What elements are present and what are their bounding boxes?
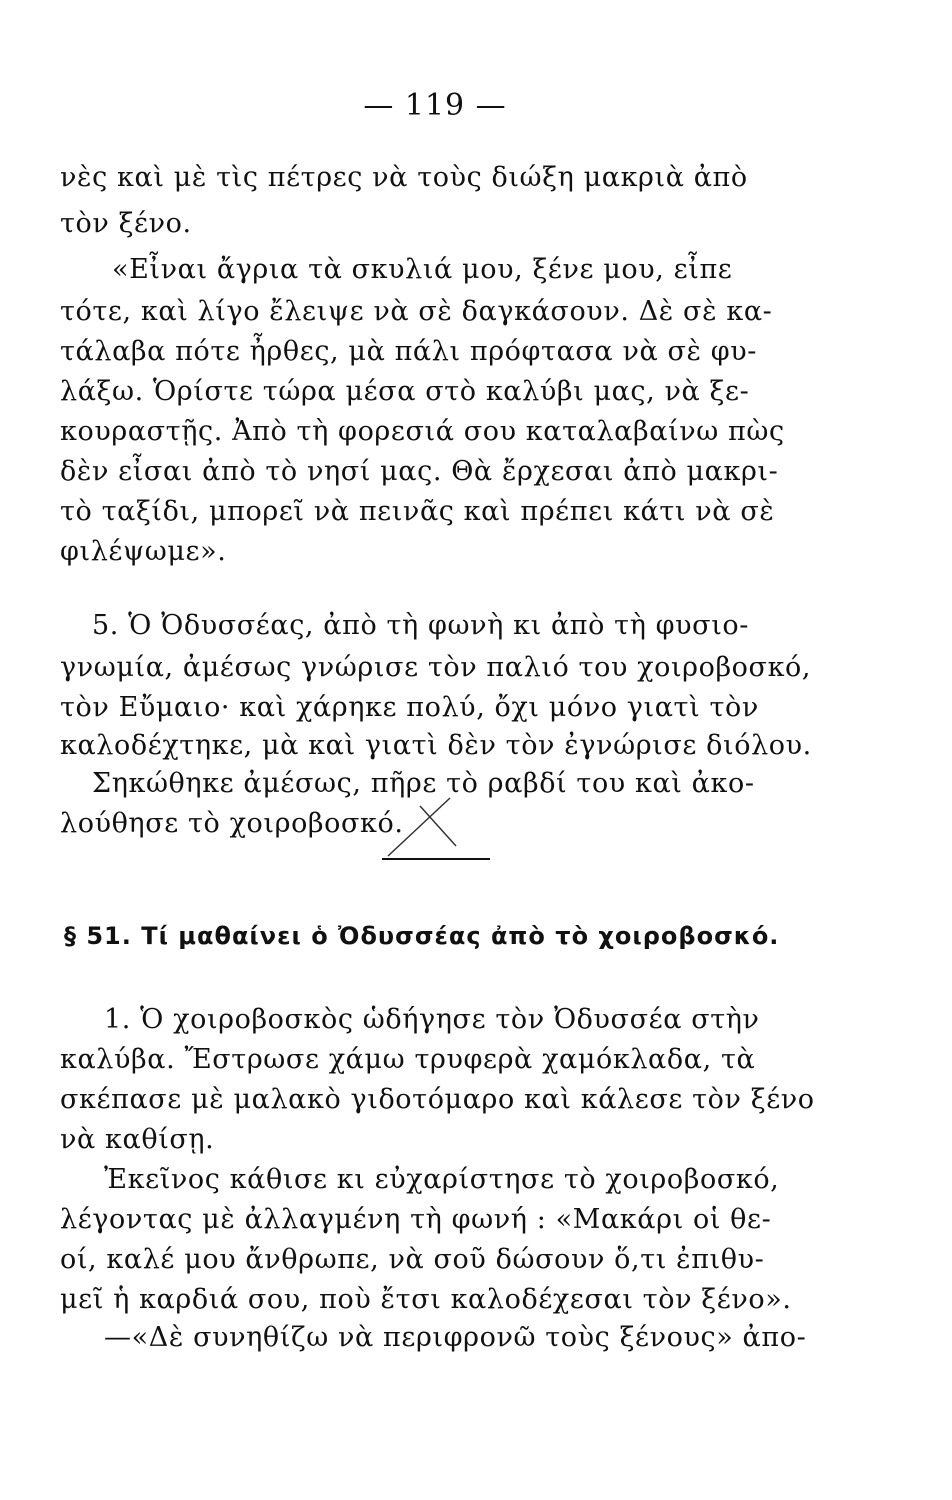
text-line: λέγοντας μὲ ἀλλαγμένη τὴ φωνή : «Μακάρι οἱ θε-: [60, 1204, 772, 1235]
text-line: τὸν ξένο.: [60, 208, 192, 239]
text-line: Ἐκεῖνος κάθισε κι εὐχαρίστησε τὸ χοιροβοσκό,: [104, 1164, 780, 1195]
text-line: λάξω. Ὁρίστε τώρα μέσα στὸ καλύβι μας, νὰ ξε-: [60, 376, 750, 407]
text-line: «Εἶναι ἄγρια τὰ σκυλιά μου, ξένε μου, εἶπε: [112, 254, 733, 285]
page-number: — 119 —: [363, 88, 507, 123]
pencil-x-mark-icon: [380, 790, 460, 860]
text-line: καλύβα. Ἔστρωσε χάμω τρυφερὰ χαμόκλαδα, τὰ: [60, 1044, 756, 1075]
text-line: τάλαβα πότε ἦρθες, μὰ πάλι πρόφτασα νὰ σὲ φυ-: [60, 336, 758, 367]
text-line: Σηκώθηκε ἀμέσως, πῆρε τὸ ραβδί του καὶ ἀκο-: [92, 768, 755, 799]
text-line: γνωμία, ἀμέσως γνώρισε τὸν παλιό του χοιροβοσκό,: [60, 652, 812, 683]
text-line: σκέπασε μὲ μαλακὸ γιδοτόμαρο καὶ κάλεσε τὸν ξένο: [60, 1084, 815, 1115]
text-line: φιλέψωμε».: [60, 536, 227, 567]
text-line: τὸ ταξίδι, μπορεῖ νὰ πεινᾶς καὶ πρέπει κάτι νὰ σὲ: [60, 496, 775, 527]
text-line: 5. Ὁ Ὀδυσσέας, ἀπὸ τὴ φωνὴ κι ἀπὸ τὴ φυσιο-: [92, 610, 749, 641]
text-line: 1. Ὁ χοιροβοσκὸς ὡδήγησε τὸν Ὀδυσσέα στὴν: [104, 1004, 760, 1035]
text-line: νὰ καθίσῃ.: [60, 1124, 215, 1155]
text-line: νὲς καὶ μὲ τὶς πέτρες νὰ τοὺς διώξη μακριὰ ἀπὸ: [60, 162, 748, 193]
text-line: καλοδέχτηκε, μὰ καὶ γιατὶ δὲν τὸν ἐγνώρισε διόλου.: [60, 730, 812, 761]
text-line: —«Δὲ συνηθίζω νὰ περιφρονῶ τοὺς ξένους» ἀπο-: [104, 1322, 807, 1353]
text-line: τότε, καὶ λίγο ἔλειψε νὰ σὲ δαγκάσουν. Δὲ σὲ κα-: [60, 296, 773, 327]
text-line: μεῖ ἡ καρδιά σου, ποὺ ἔτσι καλοδέχεσαι τὸν ξένο».: [60, 1284, 792, 1315]
section-heading: § 51. Τί μαθαίνει ὁ Ὀδυσσέας ἀπὸ τὸ χοιροβοσκό.: [64, 922, 780, 950]
text-line: τὸν Εὔμαιο· καὶ χάρηκε πολύ, ὄχι μόνο γιατὶ τὸν: [60, 692, 759, 723]
text-line: δὲν εἶσαι ἀπὸ τὸ νησί μας. Θὰ ἔρχεσαι ἀπὸ μακρι-: [60, 456, 779, 487]
text-line: οί, καλέ μου ἄνθρωπε, νὰ σοῦ δώσουν ὅ,τι ἐπιθυ-: [60, 1244, 765, 1275]
section-divider: [382, 858, 490, 860]
text-line: κουραστῇς. Ἀπὸ τὴ φορεσιά σου καταλαβαίνω πὼς: [60, 416, 785, 447]
text-line: λούθησε τὸ χοιροβοσκό.: [60, 808, 404, 839]
